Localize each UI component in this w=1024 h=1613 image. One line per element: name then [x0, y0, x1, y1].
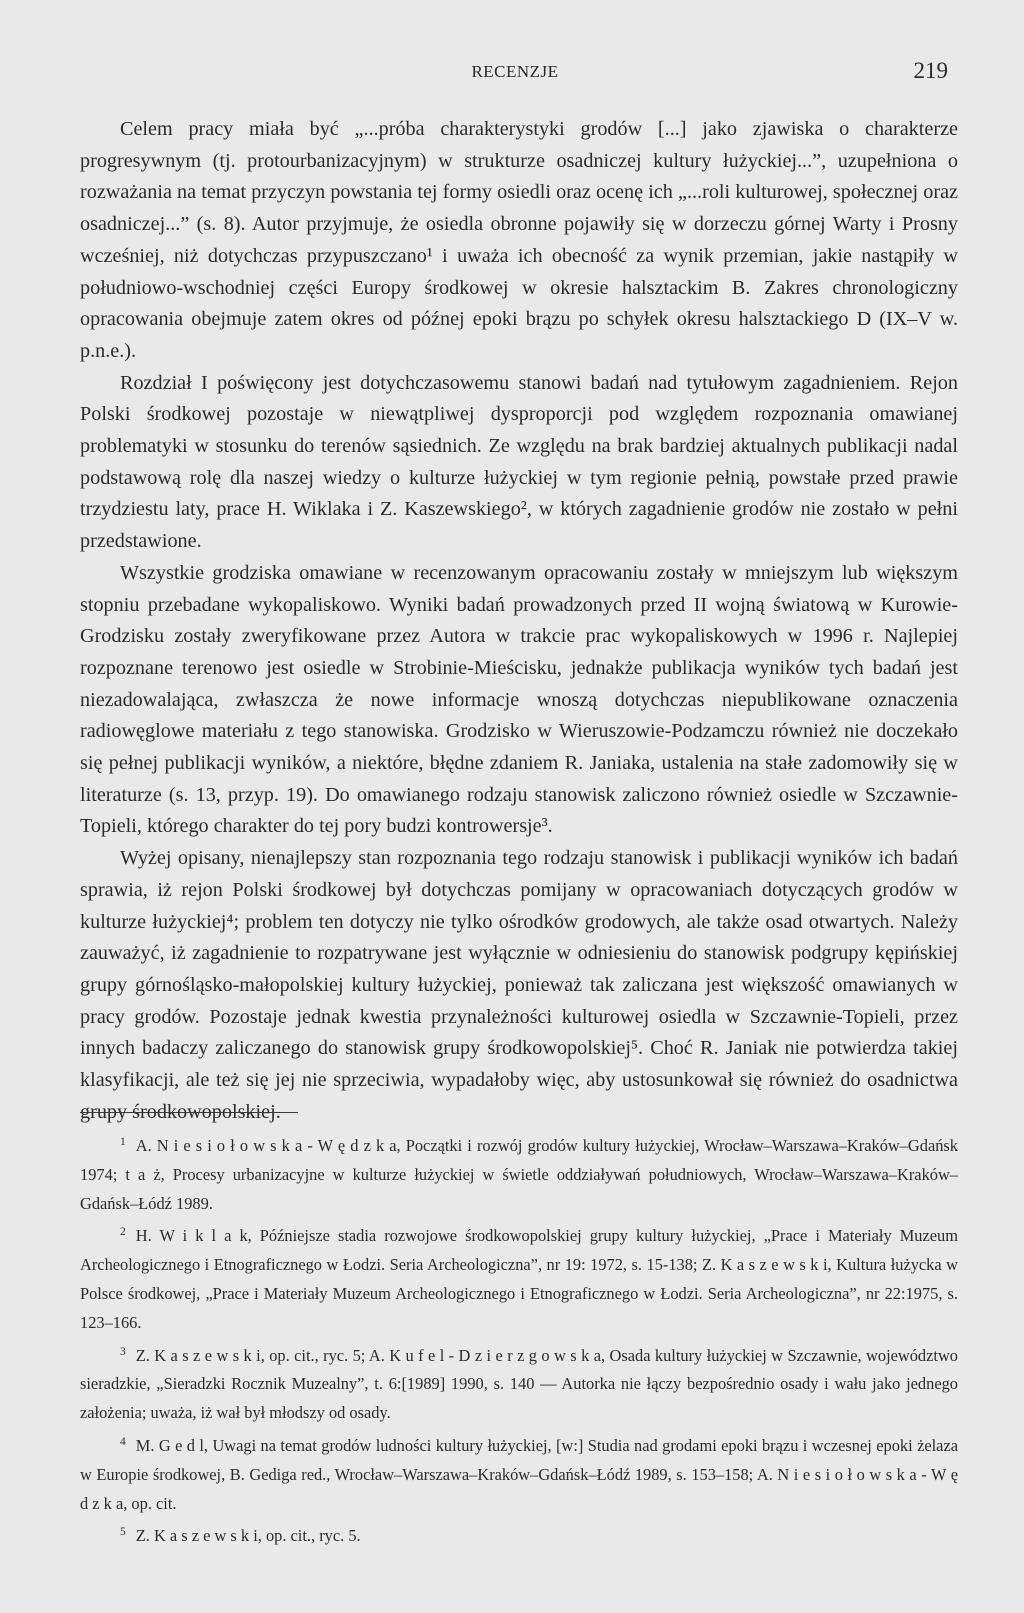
footnote-number: 3	[120, 1345, 126, 1358]
footnote-text: H. W i k l a k, Późniejsze stadia rozwojowe środkowopolskiej grupy kultury łużyckiej, „Prace i Materiały Muzeum Archeologicznego i Etnograficznego w Łodzi. Seria Archeologiczna”, nr 19: 1972, s. 15-138; Z. K a s z e w s k i, Kultura łużycka w Polsce środkowej, „Prace i Materiały Muzeum Archeologicznego i Etnograficznego w Łodzi. Seria Archeologiczna”, nr 22:1975, s. 123–166.	[80, 1226, 958, 1332]
footnote-number: 2	[120, 1226, 126, 1239]
footnote-text: M. G e d l, Uwagi na temat grodów ludności kultury łużyckiej, [w:] Studia nad grodami epoki brązu i wczesnej epoki żelaza w Europie środkowej, B. Gediga red., Wrocław–Warszawa–Kraków–Gdańsk–Łódź 1989, s. 153–158; A. N i e s i o ł o w s k a - W ę d z k a, op. cit.	[80, 1435, 958, 1513]
footnote-text: Z. K a s z e w s k i, op. cit., ryc. 5.	[135, 1526, 361, 1546]
footnote-number: 1	[120, 1136, 126, 1148]
footnote-text: A. N i e s i o ł o w s k a - W ę d z k a, Początki i rozwój grodów kultury łużyckiej, Wrocław–Warszawa–Kraków–Gdańsk 1974; t a ż, Procesy urbanizacyjne w kulturze łużyckiej w świetle oddziaływań południowych, Wrocław–Warszawa–Kraków–Gdańsk–Łódź 1989.	[80, 1136, 958, 1213]
footnote	[80, 1218, 958, 1337]
footnotes	[80, 1128, 958, 1551]
footnote	[80, 1128, 958, 1218]
paragraph: Rozdział I poświęcony jest dotychczasowemu stanowi badań nad tytułowym zagadnieniem. Rejon Polski środkowej pozostaje w niewątpliwej dysproporcji pod względem rozpoznania omawianej problematyki w stosunku do terenów sąsiednich. Ze względu na brak bardziej aktualnych publikacji nadal podstawową rolę dla naszej wiedzy o kulturze łużyckiej w tym regionie pełnią, powstałe przed prawie trzydziestu laty, prace H. Wiklaka i Z. Kaszewskiego², w których zagadnienie grodów nie zostało w pełni przedstawione.	[80, 371, 958, 553]
footnote-number: 5	[120, 1526, 126, 1539]
paragraph: Wszystkie grodziska omawiane w recenzowanym opracowaniu zostały w mniejszym lub większym stopniu przebadane wykopaliskowo. Wyniki badań prowadzonych przed II wojną światową w Kurowie-Grodzisku zostały zweryfikowane przez Autora w trakcie prac wykopaliskowych w 1996 r. Najlepiej rozpoznane terenowo jest osiedle w Strobinie-Mieścisku, jednakże publikacja wyników tych badań jest niezadowalająca, zwłaszcza że nowe informacje wnoszą dotychczas niepublikowane oznaczenia radiowęglowe materiału z tego stanowiska. Grodzisko w Wieruszowie-Podzamczu również nie doczekało się pełnej publikacji wyników, a niektóre, błędne zdaniem R. Janiaka, ustalenia na stałe zadomowiły się w literaturze (s. 13, przyp. 19). Do omawianego rodzaju stanowisk zaliczono również osiedle w Szczawnie-Topieli, którego charakter do tej pory budzi kontrowersje³.	[80, 561, 958, 838]
footnote	[80, 1518, 958, 1551]
footnote	[80, 1428, 958, 1518]
page-number: 219	[913, 58, 948, 83]
paragraph: Wyżej opisany, nienajlepszy stan rozpoznania tego rodzaju stanowisk i publikacji wyników ich badań sprawia, iż rejon Polski środkowej był dotychczas pomijany w opracowaniach dotyczących grodów w kulturze łużyckiej⁴; problem ten dotyczy nie tylko ośrodków grodowych, ale także osad otwartych. Należy zauważyć, iż zagadnienie to rozpatrywane jest wyłącznie w odniesieniu do stanowisk podgrupy kępińskiej grupy górnośląsko-małopolskiej kultury łużyckiej, ponieważ tak zaliczana jest większość omawianych w pracy grodów. Pozostaje jednak kwestia przynależności kulturowej osiedla w Szczawnie-Topieli, przez innych badaczy zaliczanego do stanowisk grupy środkowopolskiej⁵. Choć R. Janiak nie potwierdza takiej klasyfikacji, ale też się jej nie sprzeciwia, wypadałoby więc, aby ustosunkował się również do osadnictwa grupy środkowopolskiej.	[80, 847, 958, 1123]
footnote-divider	[80, 1112, 298, 1113]
footnote	[80, 1338, 958, 1428]
footnote-text: Z. K a s z e w s k i, op. cit., ryc. 5; A. K u f e l - D z i e r z g o w s k a, Osada kultury łużyckiej w Szczawnie, województwo sieradzkie, „Sieradzki Rocznik Muzealny”, t. 6:[1989] 1990, s. 140 — Autorka nie łączy bezpośrednio osady i wału jako jednego założenia; uważa, iż wał był młodszy od osady.	[80, 1345, 958, 1423]
running-head	[80, 58, 950, 88]
paragraph: Celem pracy miała być „...próba charakterystyki grodów [...] jako zjawiska o charakterze progresywnym (tj. protourbanizacyjnym) w strukturze osadniczej kultury łużyckiej...”, uzupełniona o rozważania na temat przyczyn powstania tej formy osiedli oraz ocenę ich „...roli kulturowej, społecznej oraz osadniczej...” (s. 8). Autor przyjmuje, że osiedla obronne pojawiły się w dorzeczu górnej Warty i Prosny wcześniej, niż dotychczas przypuszczano¹ i uważa ich obecność za wynik przemian, jakie nastąpiły w południowo-wschodniej części Europy środkowej w okresie halsztackim B. Zakres chronologiczny opracowania obejmuje zatem okres od późnej epoki brązu po schyłek okresu halsztackiego D (IX–V w. p.n.e.).	[80, 118, 958, 362]
footnote-number: 4	[120, 1435, 126, 1448]
running-title: RECENZJE	[471, 62, 559, 81]
main-text	[80, 114, 958, 1129]
